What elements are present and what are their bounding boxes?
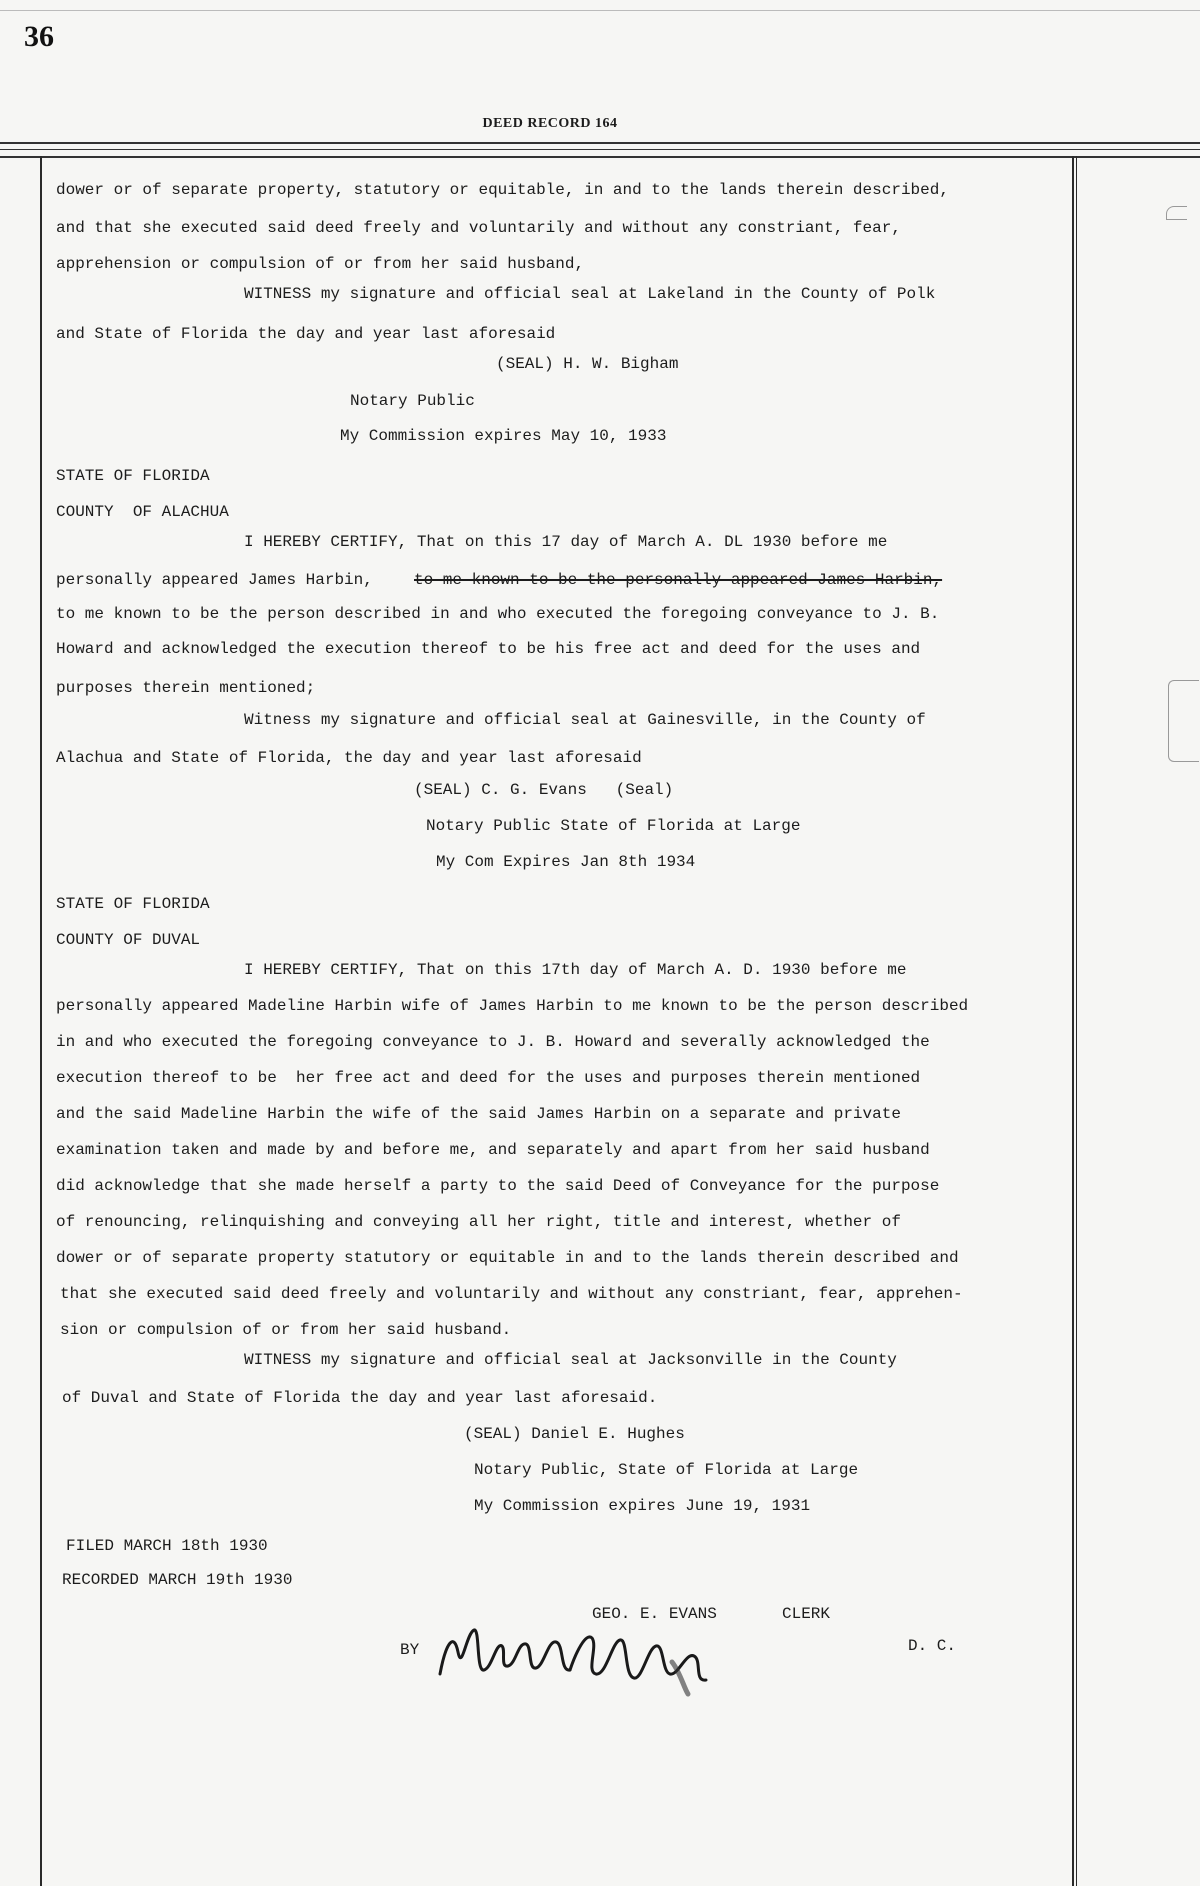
deed-text-line: of renouncing, relinquishing and conveying all her right, title and interest, whether of xyxy=(56,1213,901,1231)
deed-text-line: My Commission expires June 19, 1931 xyxy=(474,1497,811,1515)
deed-text-line: CLERK xyxy=(782,1605,831,1623)
deed-text-line: (SEAL) Daniel E. Hughes xyxy=(464,1425,685,1443)
deed-text-line: dower or of separate property statutory or equitable in and to the lands therein described and xyxy=(56,1249,959,1267)
binding-tab-mark xyxy=(1168,680,1199,762)
deed-text-line: sion or compulsion of or from her said husband. xyxy=(60,1321,512,1339)
deed-text-line: that she executed said deed freely and voluntarily and without any constriant, fear, apprehen- xyxy=(60,1285,963,1303)
deed-text-line: FILED MARCH 18th 1930 xyxy=(66,1537,268,1555)
deed-text-line: to me known to be the person described in and who executed the foregoing conveyance to J. B. xyxy=(56,605,940,623)
deed-text-line: D. C. xyxy=(908,1637,957,1655)
deed-text-line: GEO. E. EVANS xyxy=(592,1605,717,1623)
deed-text-line: I HEREBY CERTIFY, That on this 17th day of March A. D. 1930 before me xyxy=(244,961,907,979)
deed-text-line: personally appeared Madeline Harbin wife of James Harbin to me known to be the person described xyxy=(56,997,969,1015)
deed-text-line: and that she executed said deed freely and voluntarily and without any constriant, fear, xyxy=(56,219,901,237)
deed-text-line: in and who executed the foregoing conveyance to J. B. Howard and severally acknowledged the xyxy=(56,1033,930,1051)
deed-text-line: WITNESS my signature and official seal at Jacksonville in the County xyxy=(244,1351,897,1369)
right-margin-line-inner xyxy=(1076,156,1077,1886)
deed-text-line: Notary Public State of Florida at Large xyxy=(426,817,801,835)
deed-text-line: Witness my signature and official seal at Gainesville, in the County of xyxy=(244,711,926,729)
page-number: 36 xyxy=(24,20,54,53)
right-margin-line xyxy=(1072,156,1074,1886)
deed-text-body xyxy=(56,0,1066,1886)
margin-notch-mark xyxy=(1166,206,1187,220)
deed-text-line: dower or of separate property, statutory or equitable, in and to the lands therein described, xyxy=(56,181,949,199)
deed-text-line: and State of Florida the day and year last aforesaid xyxy=(56,325,556,343)
struck-through-text: to me known to be the personally appeared James Harbin, xyxy=(414,571,943,589)
deed-text-line: Howard and acknowledged the execution thereof to be his free act and deed for the uses and xyxy=(56,640,921,658)
deed-text-line: examination taken and made by and before me, and separately and apart from her said husband xyxy=(56,1141,930,1159)
deed-text-line: of Duval and State of Florida the day and year last aforesaid. xyxy=(62,1389,658,1407)
deed-text-line: did acknowledge that she made herself a party to the said Deed of Conveyance for the purpose xyxy=(56,1177,940,1195)
deed-text-line: My Commission expires May 10, 1933 xyxy=(340,427,667,445)
deed-text-line: (SEAL) H. W. Bigham xyxy=(496,355,679,373)
deed-text-line: WITNESS my signature and official seal at Lakeland in the County of Polk xyxy=(244,285,936,303)
deed-text-line: and the said Madeline Harbin the wife of the said James Harbin on a separate and private xyxy=(56,1105,901,1123)
deed-text-line: Notary Public xyxy=(350,392,475,410)
deed-text-line: Notary Public, State of Florida at Large xyxy=(474,1461,859,1479)
deed-text-line: Alachua and State of Florida, the day and year last aforesaid xyxy=(56,749,642,767)
deed-text-line: STATE OF FLORIDA xyxy=(56,895,210,913)
deed-text-line: COUNTY OF DUVAL xyxy=(56,931,201,949)
left-margin-line xyxy=(40,156,42,1886)
deed-text-line: STATE OF FLORIDA xyxy=(56,467,210,485)
deed-text-line: BY xyxy=(400,1641,420,1659)
deed-text-line: apprehension or compulsion of or from her said husband, xyxy=(56,255,585,273)
deed-text-line: purposes therein mentioned; xyxy=(56,679,316,697)
deed-text-line: I HEREBY CERTIFY, That on this 17 day of March A. DL 1930 before me xyxy=(244,533,888,551)
deed-text-line: My Com Expires Jan 8th 1934 xyxy=(436,853,696,871)
deed-text-line: COUNTY OF ALACHUA xyxy=(56,503,229,521)
deed-text-line: (SEAL) C. G. Evans (Seal) xyxy=(414,781,674,799)
handwritten-signature xyxy=(436,1612,736,1698)
record-title: DEED RECORD 164 xyxy=(482,116,618,131)
deed-text-line: execution thereof to be her free act and deed for the uses and purposes therein mentioned xyxy=(56,1069,921,1087)
deed-text-line: personally appeared James Harbin, xyxy=(56,571,373,589)
deed-text-line: RECORDED MARCH 19th 1930 xyxy=(62,1571,293,1589)
